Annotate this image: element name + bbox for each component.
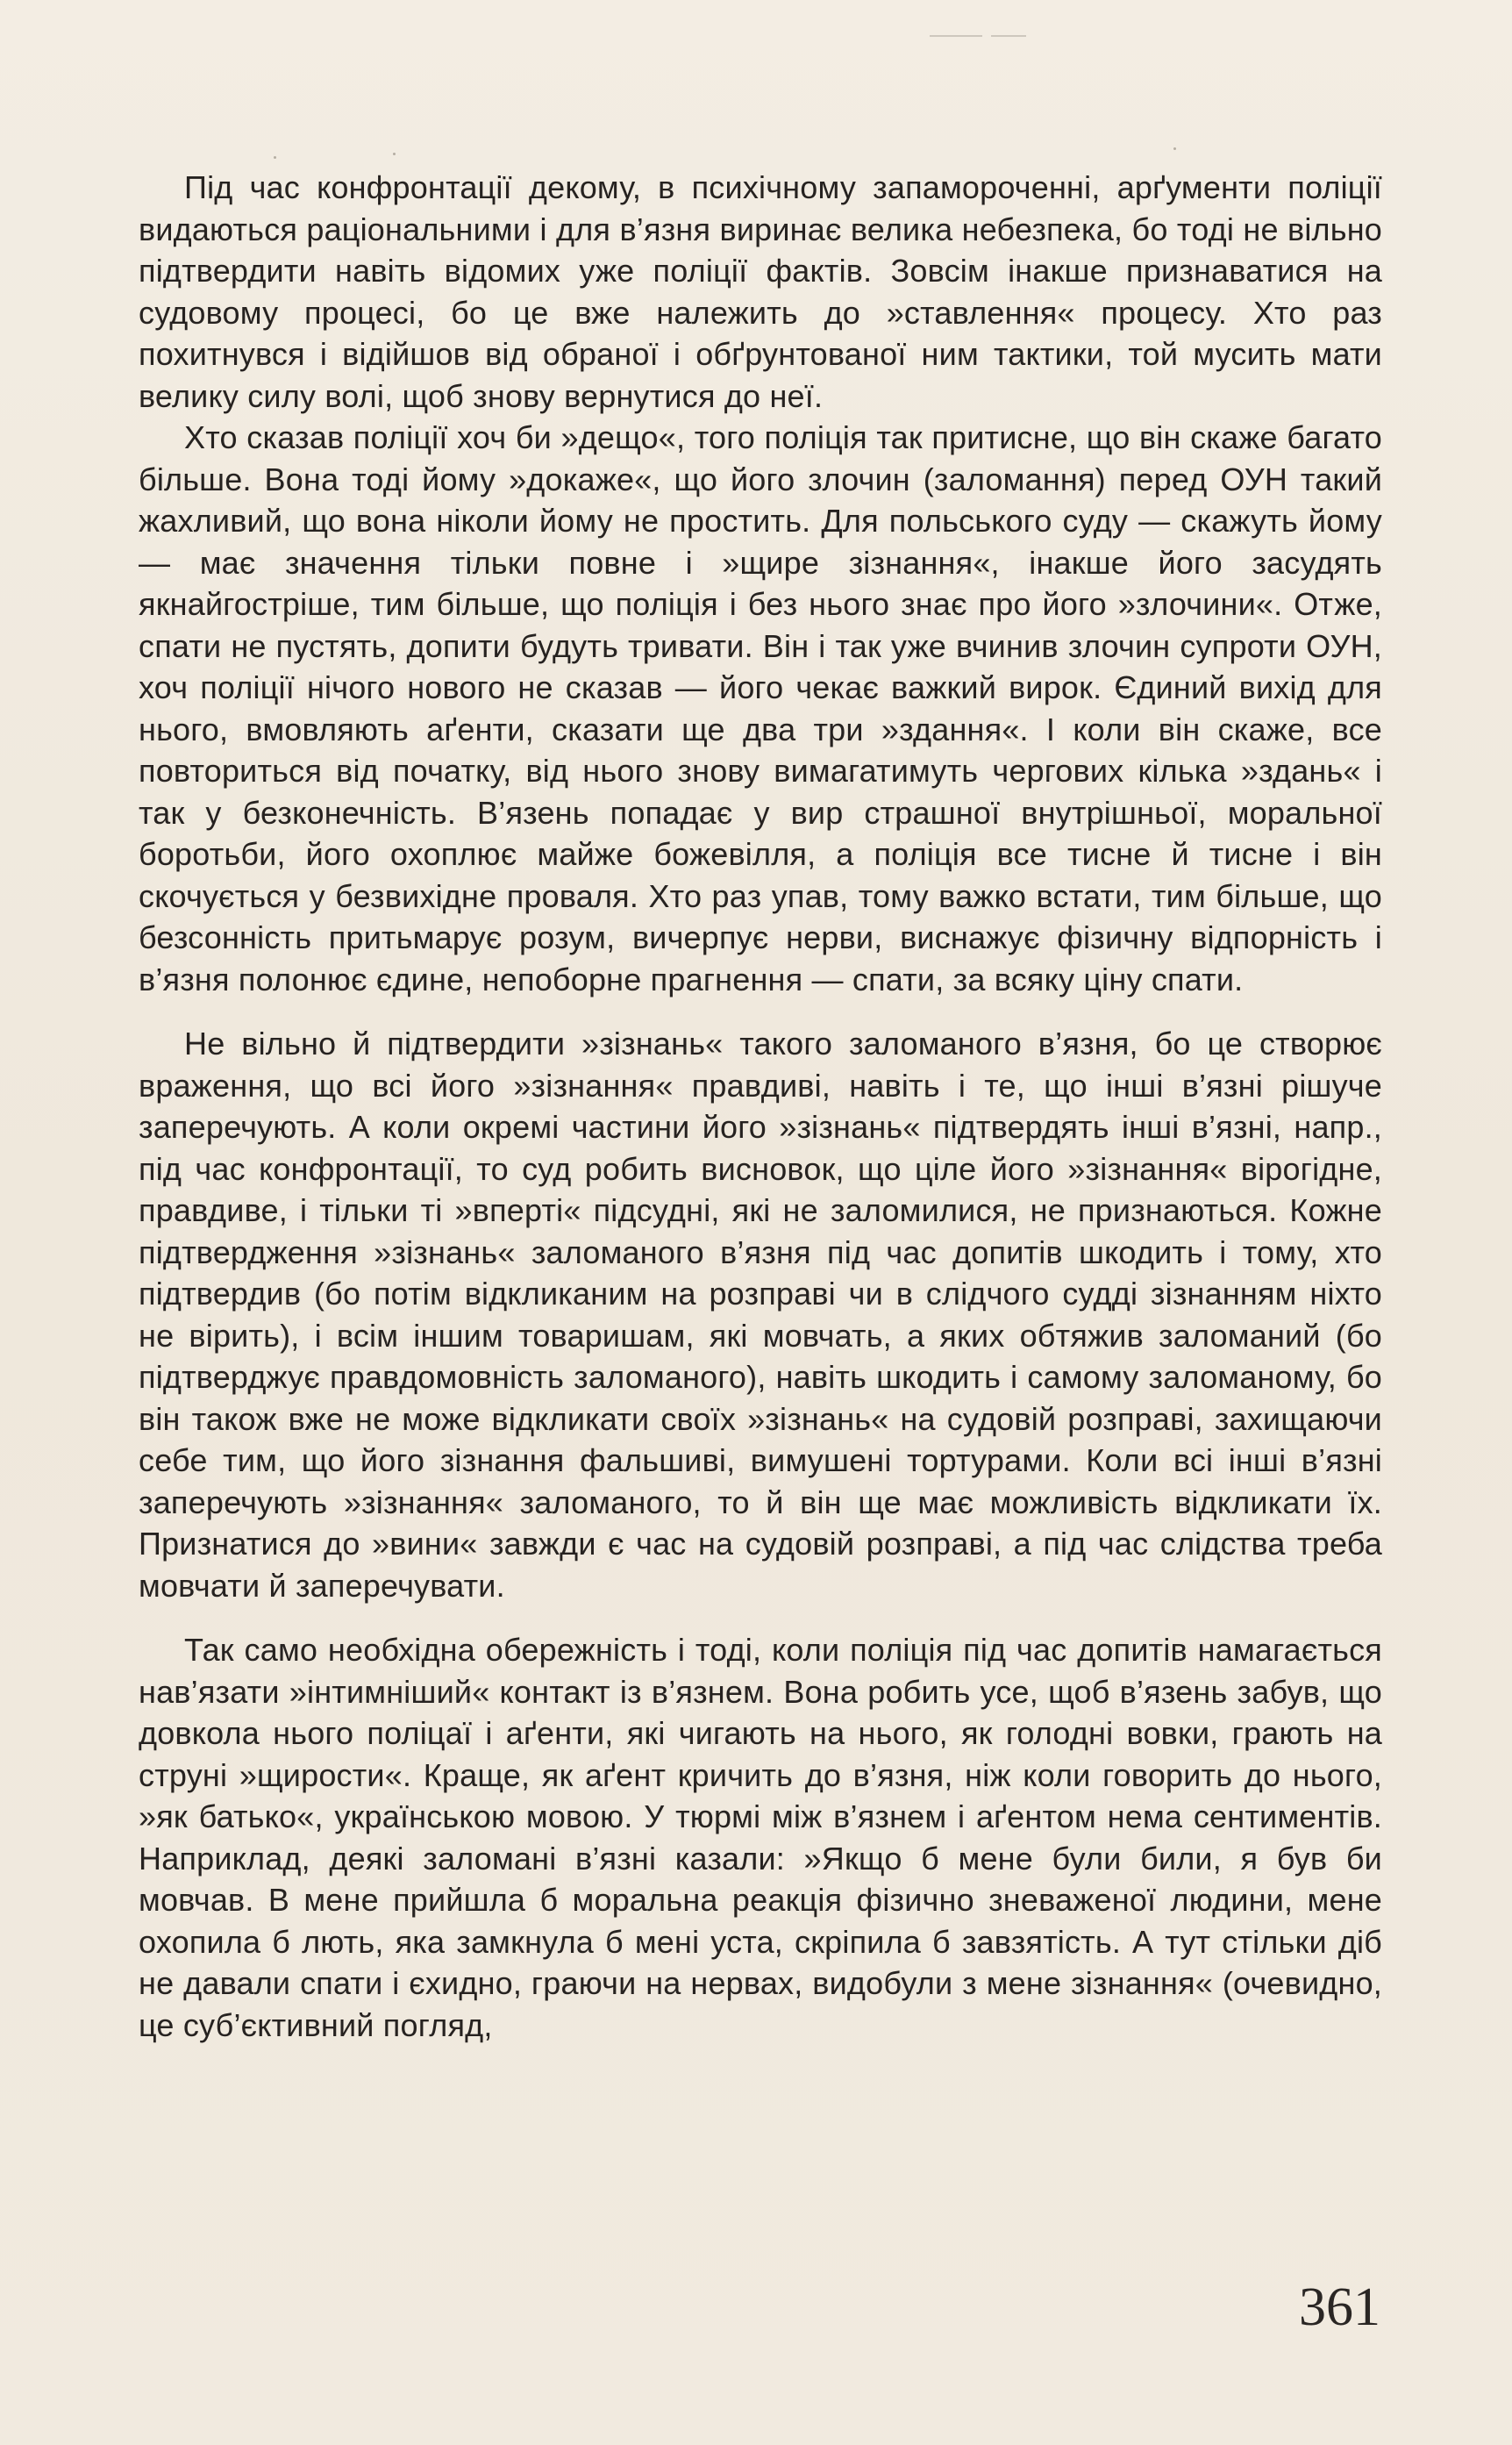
print-speck	[274, 156, 276, 159]
paragraph-3: Не вільно й підтвердити »зізнань« такого заломаного в’язня, бо це створює враження, що всі його »зізнання« правдиві, навіть і те, що інші в’язні рішуче заперечують. А коли окремі частини його »зізнань« підтвердять інші в’язні, напр., під час конфронтації, то суд робить висновок, що ціле його »зізнання« вірогідне, правдиве, і тільки ті »вперті« підсудні, які не заломилися, не признаються. Кожне підтвердження »зізнань« заломаного в’язня під час допитів шкодить і тому, хто підтвердив (бо потім відкликаним на розправі чи в слідчого судді зізнанням ніхто не вірить), і всім іншим товаришам, які мовчать, а яких обтяжив заломаний (бо підтверджує правдомовність заломаного), навіть шкодить і самому заломаному, бо він також вже не може відкликати своїх »зізнань« на судовій розправі, захищаючи себе тим, що його зізнання фальшиві, вимушені тортурами. Коли всі інші в’язні заперечують »зізнання« заломаного, то й він ще має можливість відкликати їх. Признатися до »вини« завжди є час на судовій розправі, а під час слідства треба мовчати й заперечувати.	[139, 1026, 1382, 1604]
print-speck	[393, 153, 396, 155]
print-speck	[930, 35, 982, 37]
body-text	[139, 167, 1382, 2046]
page-number: 361	[1299, 2277, 1380, 2337]
paragraph-4: Так само необхідна обережність і тоді, коли поліція під час допитів намагається нав’язати »інтимніший« контакт із в’язнем. Вона робить усе, щоб в’язень забув, що довкола нього поліцаї і аґенти, які чигають на нього, як голодні вовки, грають на струні »щирости«. Краще, як аґент кричить до в’язня, ніж коли говорить до нього, »як батько«, українською мовою. У тюрмі між в’язнем і аґентом нема сентиментів. Наприклад, деякі заломані в’язні казали: »Якщо б мене були били, я був би мовчав. В мене прийшла б моральна реакція фізично зневаженої людини, мене охопила б лють, яка замкнула б мені уста, скріпила б завзятість. А тут стільки діб не давали спати і єхидно, граючи на нервах, видобули з мене зізнання« (очевидно, це суб’єктивний погляд,	[139, 1632, 1382, 2043]
print-speck	[1173, 147, 1176, 150]
paragraph-1: Під час конфронтації декому, в психічному запамороченні, арґументи поліції видаються раціональними і для в’язня виринає велика небезпека, бо тоді не вільно підтвердити навіть відомих уже поліції фактів. Зовсім інакше признаватися на судовому процесі, бо це вже належить до »ставлення« процесу. Хто раз похитнувся і відійшов від обраної і обґрунтованої ним тактики, той мусить мати велику силу волі, щоб знову вернутися до неї.	[139, 169, 1382, 414]
paragraph-2: Хто сказав поліції хоч би »дещо«, того поліція так притисне, що він скаже багато більше. Вона тоді йому »докаже«, що його злочин (заломання) перед ОУН такий жахливий, що вона ніколи йому не простить. Для польського суду — скажуть йому — має значення тільки повне і »щире зізнання«, інакше його засудять якнайгостріше, тим більше, що поліція і без нього знає про його »злочини«. Отже, спати не пустять, допити будуть тривати. Він і так уже вчинив злочин супроти ОУН, хоч поліції нічого нового не сказав — його чекає важкий вирок. Єдиний вихід для нього, вмовляють аґенти, сказати ще два три »здання«. І коли він скаже, все повториться від початку, від нього знову вимагатимуть чергових кілька »здань« і так у безконечність. В’язень попадає у вир страшної внутрішньої, моральної боротьби, його охоплює майже божевілля, а поліція все тисне й тисне і він скочується у безвихідне проваля. Хто раз упав, тому важко встати, тим більше, що безсонність притьмарує розум, вичерпує нерви, виснажує фізичну відпорність і в’язня полонює єдине, непоборне прагнення — спати, за всяку ціну спати.	[139, 419, 1382, 997]
print-speck	[991, 35, 1026, 37]
